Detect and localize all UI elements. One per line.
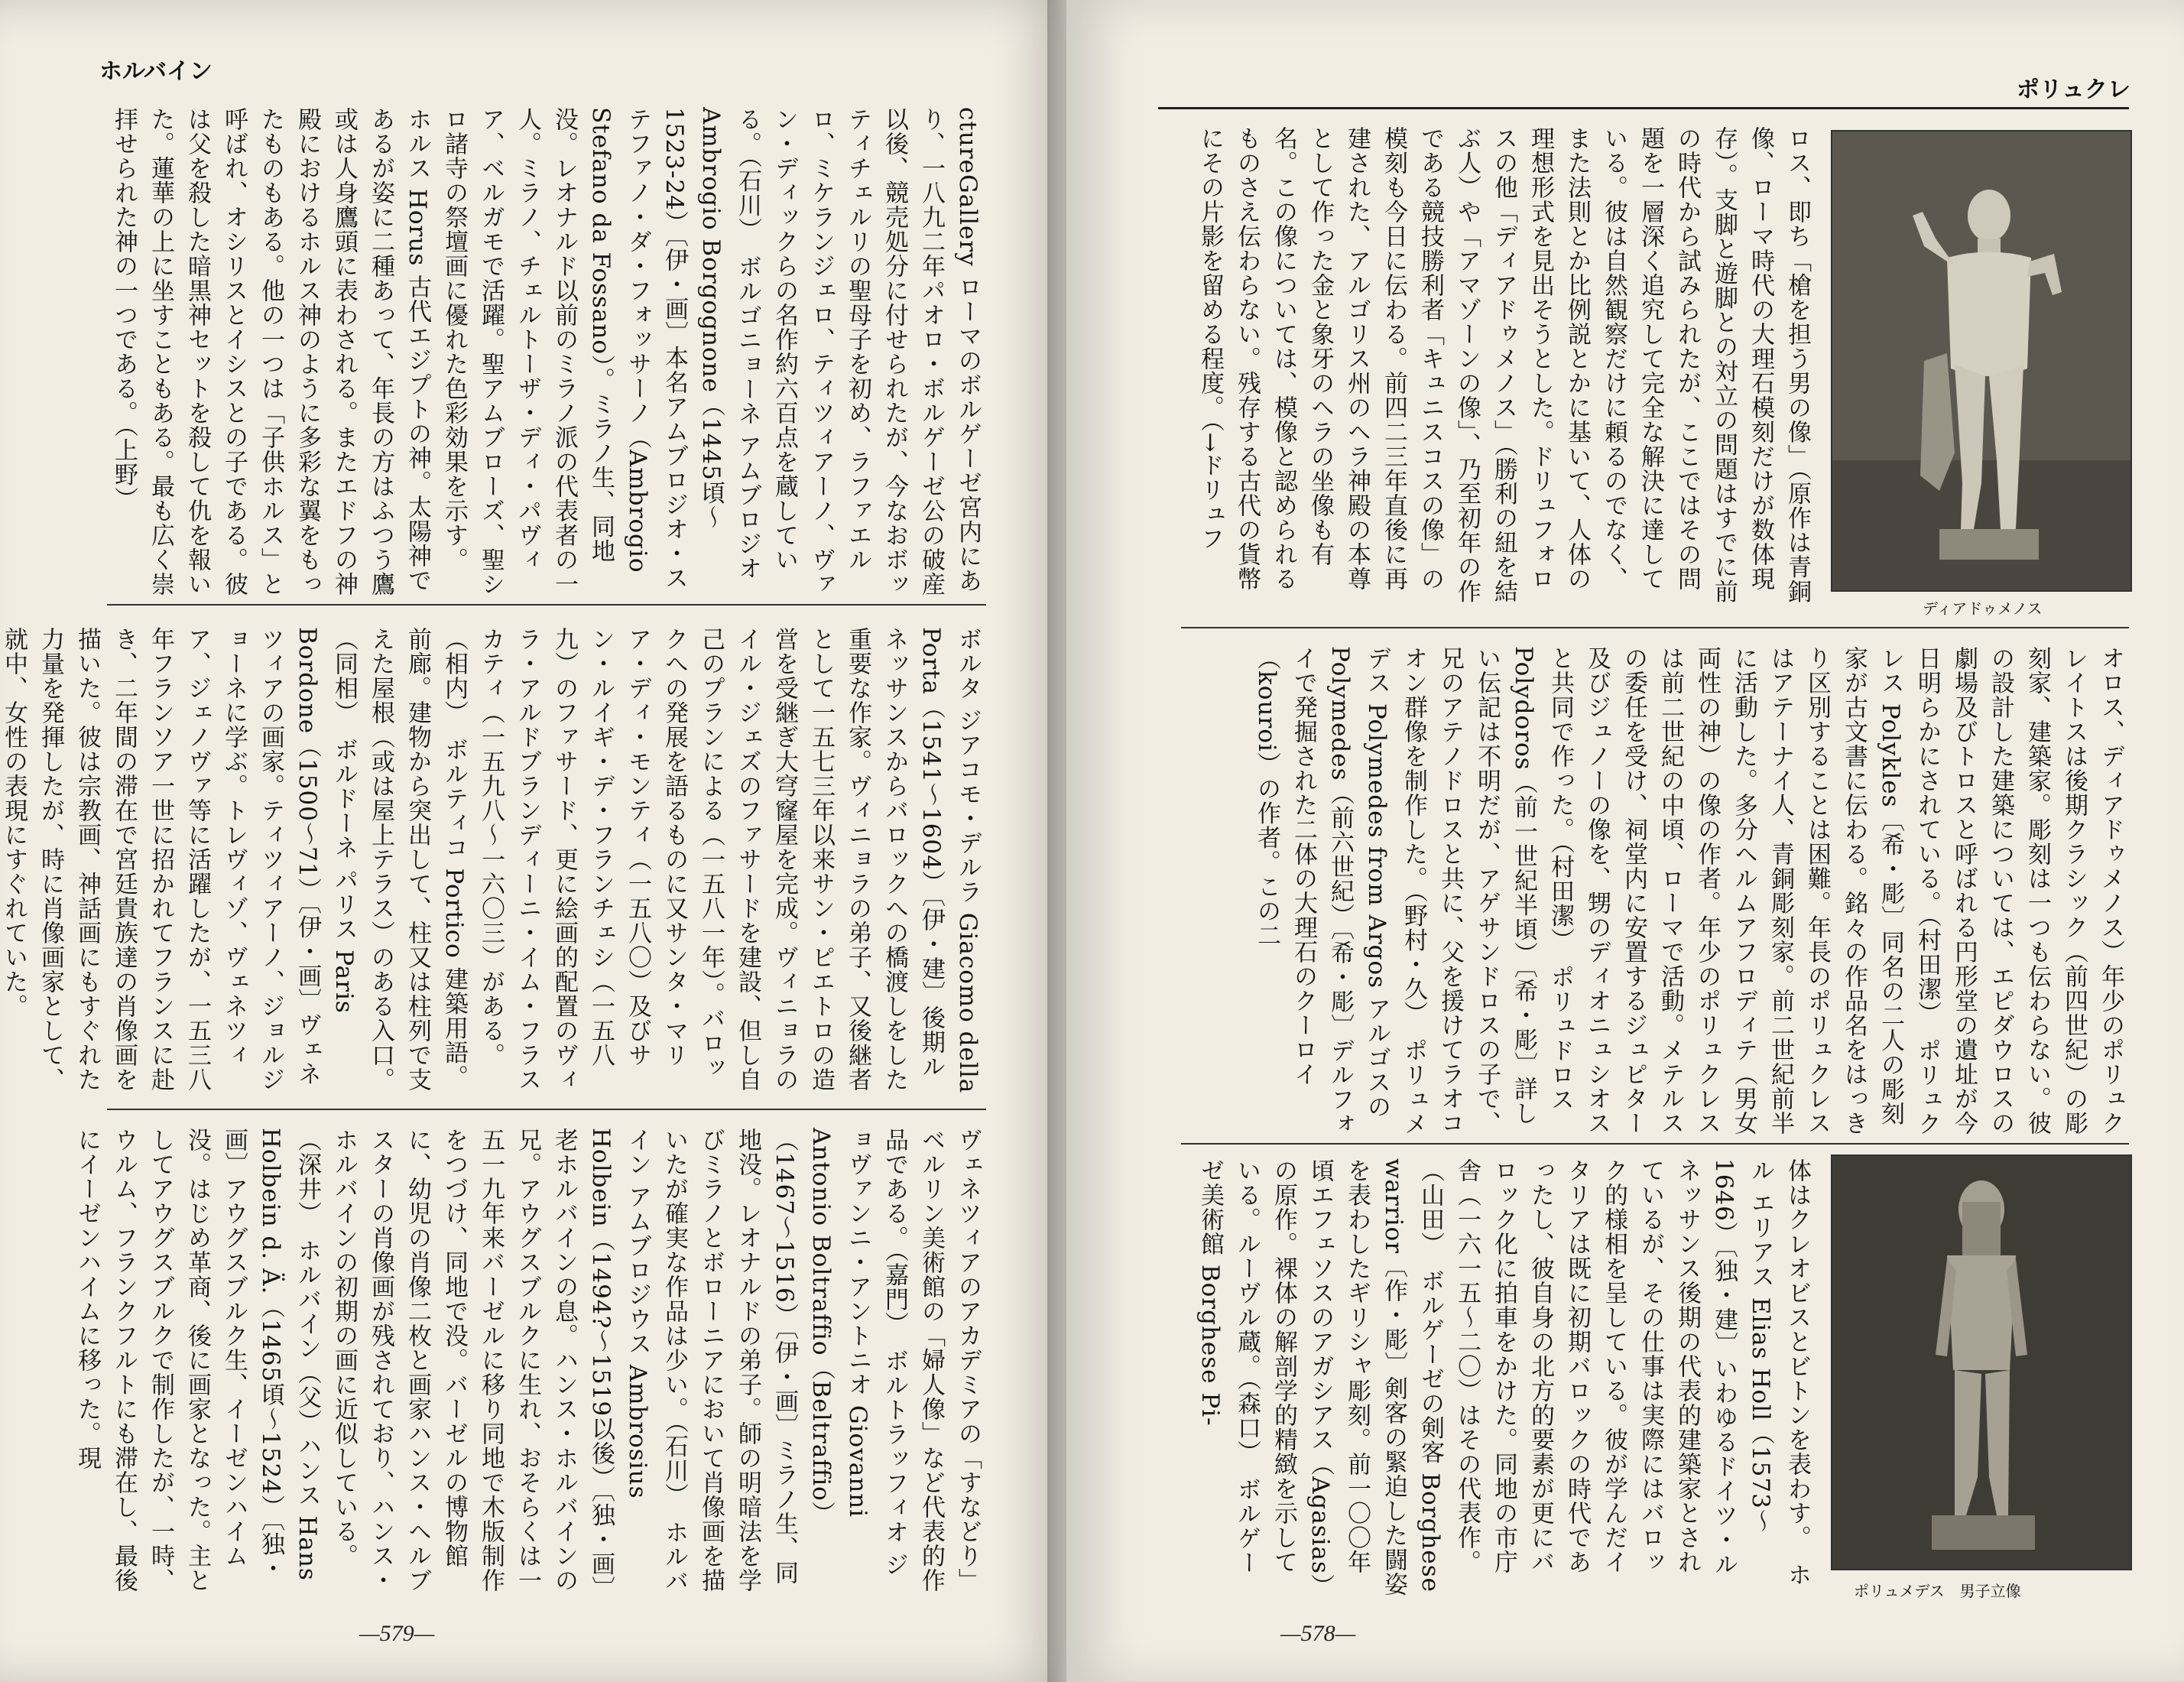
figure-caption-1: ディアドゥメノス: [1923, 599, 2043, 618]
left-column-3: ヴェネツィアのアカデミアの「すなどり」ベルリン美術館の「婦人像」など代表的作品である。（嘉門） ボルトラッフィオ ジョヴァンニ・アントニオ Giovanni Antonio Boltraffio（Beltraffio）（1467～1516）〔伊・画〕ミラノ生、同地没。レオナルドの弟子。師の明暗法を学びミラノとボローニアにおいて肖像画を描いたが確実な作品は少い。（石川） ホルバイン アムブロジウス Ambrosius Holbein（1494?～1519以後）〔独・画〕老ホルバインの息。ハンス・ホルバインの兄。アウグスブルクに生れ、おそらくは一五一九年来バーゼルに移り同地で木版制作をつづけ、同地で没。バーゼルの博物館に、幼児の肖像二枚と画家ハンス・ヘルブスターの肖像画が残されており、ハンス・ホルバインの初期の画に近似している。（深井） ホルバイン（父）ハンス Hans Holbein d. Ä.（1465頃～1524）〔独・画〕アウグスブルク生、イーゼンハイム没。はじめ革商、後に画家となった。主としてアウグスブルクで制作したが、一時、ウルム、フランクフルトにも滞在し、最後にイーゼンハイムに移った。現: [73, 1128, 982, 1593]
right-column-1: ロス、即ち「槍を担う男の像」（原作は青銅像、ローマ時代の大理石模刻だけが数体現存）。支脚と遊脚との対立の問題はすでに前の時代から試みられたが、ここではその問題を一層深く追究して完全な解決に達している。彼は自然観察だけに頼るのでなく、また法則とか比例説とかに基いて、人体の理想形式を見出そうとした。ドリュフォロスの他「ディアドゥメノス」（勝利の紐を結ぶ人）や「アマゾーンの像」、乃至初年の作である競技勝利者「キュニスコスの像」の模刻も今日に伝わる。前四二三年直後に再建された、アルゴリス州のヘラ神殿の本尊として作った金と象牙のヘラの坐像も有名。この像については、模像と認められるものさえ伝わらない。残存する古代の貨幣にその片影を留める程度。（→ドリュフ: [1196, 126, 1811, 604]
right-column-3: 体はクレオビスとビトンを表わす。 ホル エリアス Elias Holl（1573～1646）〔独・建〕いわゆるドイツ・ルネッサンス後期の代表的建築家とされているが、その仕事は実際にはバロック的様相を呈している。彼が学んだイタリアは既に初期バロックの時代であったし、彼自身の北方的要素が更にバロック化に拍車をかけた。同地の市庁舎（一六一五～二〇）はその代表作。（山田） ボルゲーゼの剣客 Borghese warrior〔作・彫〕剣客の緊迫した闘姿を表わしたギリシャ彫刻。前一〇〇年頃エフェソスのアガシアス（Agasias）の原作。裸体の解剖学的精緻を示している。ルーヴル蔵。（森口） ボルゲーゼ美術館 Borghese Pi-: [1196, 1158, 1811, 1597]
statue-image: [1832, 1156, 2130, 1569]
left-column-2: ボルタ ジアコモ・デルラ Giacomo della Porta（1541～1604）〔伊・建〕後期ルネッサンスからバロックへの橋渡しをした重要な作家。ヴィニョラの弟子、又後継者として一五七三年以来サン・ピエトロの造営を受継ぎ大穹窿屋を完成。ヴィニョラのイル・ジェズのファサードを建設、但し自己のプランによる（一五八一年）。バロックへの発展を語るものに又サンタ・マリア・ディ・モンティ（一五八〇）及びサン・ルイギ・デ・フランチェシ（一五八九）のファサード、更に絵画的配置のヴィラ・アルドブランディーニ・イム・フラスカティ（一五九八～一六〇三）がある。（相内） ボルティコ Portico 建築用語。前廊。建物から突出して、柱又は柱列で支えた屋根（或は屋上テラス）のある入口。（同相） ボルドーネ パリス Paris Bordone（1500～71）〔伊・画〕ヴェネツィアの画家。ティツィアーノ、ジョルジョーネに学ぶ。トレヴィゾ、ヴェネツィア、ジェノヴァ等に活躍したが、一五三八年フランソア一世に招かれてフランスに赴き、二年間の滞在で宮廷貴族達の肖像画を描いた。彼は宗教画、神話画にもすぐれた力量を発揮したが、時に肖像画家として、就中、女性の表現にすぐれていた。: [0, 627, 982, 1094]
statue-image: [1832, 132, 2130, 590]
column-divider: [107, 604, 986, 606]
header-rule: [1158, 107, 2129, 109]
diadoumenos-photo: [1831, 130, 2132, 592]
column-divider: [107, 1109, 986, 1110]
column-divider: [1181, 1143, 2129, 1145]
column-divider: [1181, 627, 2129, 628]
running-header-left: ホルバイン: [99, 58, 213, 85]
left-column-1: ctureGallery ローマのボルゲーゼ宮内にあり、一八九二年パオロ・ボルゲーゼ公の破産以後、競売処分に付せられたが、今なおボッティチェルリの聖母子を初め、ラファエルロ、ミケランジェロ、ティツィアーノ、ヴァン・ディックらの名作約六百点を蔵している。（石川） ボルゴニョーネ アムブロジオ Ambrogio Borgognone（1445頃～1523-24）〔伊・画〕本名アムブロジオ・ステファノ・ダ・フォッサーノ（Ambrogio Stefano da Fossano）。ミラノ生、同地没。レオナルド以前のミラノ派の代表者の一人。ミラノ、チェルトーザ・ディ・パヴィア、ベルガモで活躍。聖アムブローズ、聖シロ諸寺の祭壇画に優れた色彩効果を示す。 ホルス Horus 古代エジプトの神。太陽神であるが姿に二種あって、年長の方はふつう鷹或は人身鷹頭に表わされる。またエドフの神殿におけるホルス神のように多彩な翼をもったものもある。他の一つは「子供ホルス」と呼ばれ、オシリスとイシスとの子である。彼は父を殺した暗黒神セットを殺して仇を報いた。蓮華の上に坐すこともある。最も広く崇拝せられた神の一つである。（上野）: [110, 107, 982, 596]
running-header-right: ポリュクレ: [2016, 76, 2130, 103]
figure-caption-2: ポリュメデス 男子立像: [1854, 1582, 2021, 1600]
right-column-2: オロス、ディアドゥメノス）年少のポリュクレイトスは後期クラシック（前四世紀）の彫刻家、建築家。彫刻は一つも伝わらない。彼の設計した建築については、エピダウロスの劇場及びトロスと呼ばれる円形堂の遺址が今日明らかにされている。（村田潔） ポリュクレス Polykles〔希・彫〕同名の二人の彫刻家が古文書に伝わる。銘々の作品名をはっきり区別することは困難。年長のポリュクレスはアテーナイ人、青銅彫刻家。前二世紀前半に活動した。多分ヘルムアフロディテ（男女両性の神）の像の作者。年少のポリュクレスは前二世紀の中頃、ローマで活動。メテルスの委任を受け、祠堂内に安置するジュピター及びジュノーの像を、甥のディオニュシオスと共同で作った。（村田潔） ポリュドロス Polydoros（前一世紀半頃）〔希・彫〕詳しい伝記は不明だが、アゲサンドロスの子で、兄のアテノドロスと共に、父を援けてラオコオン群像を制作した。（野村・久） ポリュメデス Polymedes from Argos アルゴスの Polymedes（前六世紀）〔希・彫〕デルフォイで発掘された二体の大理石のクーロイ（kouroi）の作者。この二: [1253, 646, 2124, 1137]
kouros-photo: [1831, 1154, 2132, 1570]
page-number-left: —579—: [359, 1621, 435, 1646]
right-page: [1066, 0, 2184, 1682]
left-page: [0, 0, 1066, 1682]
page-number-right: —578—: [1280, 1621, 1356, 1646]
